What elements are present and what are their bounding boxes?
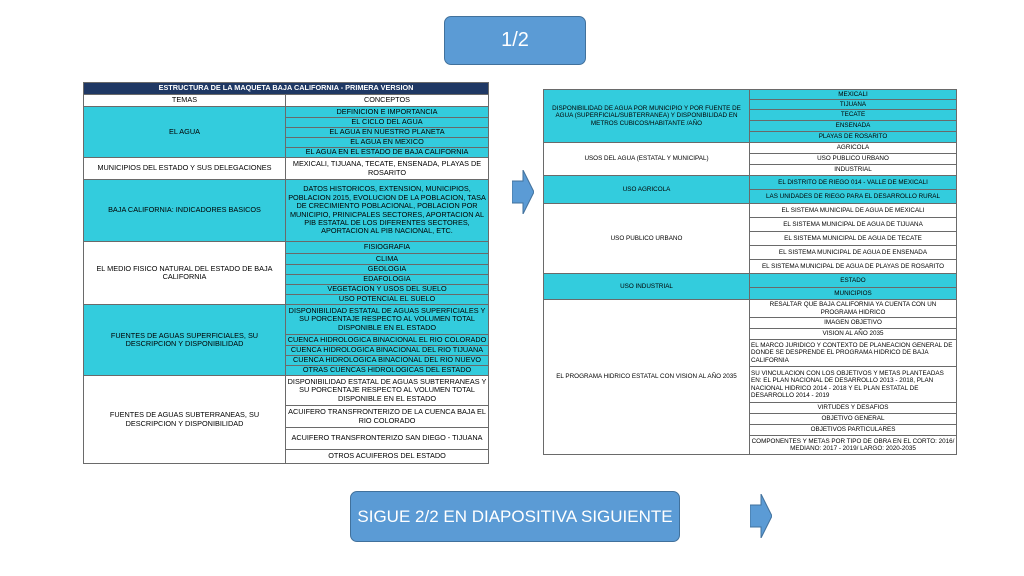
concepto-cell: CLIMA — [286, 254, 489, 265]
concepto-cell: OBJETIVOS PARTICULARES — [750, 425, 957, 436]
tema-cell: USO AGRICOLA — [544, 176, 750, 204]
tema-cell: FUENTES DE AGUAS SUBTERRANEAS, SU DESCRIPCION Y DISPONIBILIDAD — [84, 376, 286, 464]
concepto-cell: AGRICOLA — [750, 143, 957, 154]
concepto-cell: OBJETIVO GENERAL — [750, 414, 957, 425]
concepto-cell: FISIOGRAFIA — [286, 242, 489, 254]
concepto-cell: MEXICALI — [750, 90, 957, 100]
concepto-cell: DATOS HISTORICOS, EXTENSION, MUNICIPIOS, POBLACION 2015, EVOLUCION DE LA POBLACION, TASA DE CRECIMIENTO POBLACIONAL, POBLACION POR MUNICIPIO, PRINICPALES SECTORES, APORTACION AL PIB ESTATAL DE LOS DIFERENTES SECTORES, APORTACION AL PIB NACIONAL, ETC. — [286, 180, 489, 242]
table-title: ESTRUCTURA DE LA MAQUETA BAJA CALIFORNIA - PRIMERA VERSION — [84, 83, 489, 95]
concepto-cell: EL SISTEMA MUNICIPAL DE AGUA DE TECATE — [750, 232, 957, 246]
concepto-cell: EL MARCO JURIDICO Y CONTEXTO DE PLANEACION GENERAL DE DONDE SE DESPRENDE EL PROGRAMA HIDRICO DE BAJA CALIFORNIA — [750, 340, 957, 367]
concepto-cell: CUENCA HIDROLOGICA BINACIONAL DEL RIO TIJUANA — [286, 346, 489, 356]
concepto-cell: TIJUANA — [750, 100, 957, 110]
next-slide-banner: SIGUE 2/2 EN DIAPOSITIVA SIGUIENTE — [350, 491, 680, 542]
concepto-cell: INDUSTRIAL — [750, 165, 957, 176]
tema-cell: DISPONIBILIDAD DE AGUA POR MUNICIPIO Y POR FUENTE DE AGUA (SUPERFICIAL/SUBTERRANEA) Y DISPONIBILIDAD EN METROS CUBICOS/HABITANTE /AÑO — [544, 90, 750, 143]
structure-table-left — [83, 82, 489, 464]
tema-cell: EL PROGRAMA HIDRICO ESTATAL CON VISION AL AÑO 2035 — [544, 300, 750, 455]
concepto-cell: EL DISTRITO DE RIEGO 014 - VALLE DE MEXICALI — [750, 176, 957, 190]
concepto-cell: EL SISTEMA MUNICIPAL DE AGUA DE MEXICALI — [750, 204, 957, 218]
page-indicator: 1/2 — [444, 16, 586, 65]
concepto-cell: COMPONENTES Y METAS POR TIPO DE OBRA EN EL CORTO: 2016/ MEDIANO: 2017 - 2019/ LARGO: 2020-2035 — [750, 436, 957, 455]
concepto-cell: ACUIFERO TRANSFRONTERIZO SAN DIEGO - TIJUANA — [286, 428, 489, 450]
concepto-cell: DISPONIBILIDAD ESTATAL DE AGUAS SUBTERRANEAS Y SU PORCENTAJE RESPECTO AL VOLUMEN TOTAL DISPONIBLE EN EL ESTADO — [286, 376, 489, 406]
tema-cell: USO PUBLICO URBANO — [544, 204, 750, 274]
col-header-temas: TEMAS — [84, 95, 286, 107]
concepto-cell: EL SISTEMA MUNICIPAL DE AGUA DE TIJUANA — [750, 218, 957, 232]
concepto-cell: DEFINICION E IMPORTANCIA — [286, 107, 489, 118]
concepto-cell: EL AGUA EN EL ESTADO DE BAJA CALIFORNIA — [286, 148, 489, 158]
tema-cell: USO INDUSTRIAL — [544, 274, 750, 300]
concepto-cell: EL SISTEMA MUNICIPAL DE AGUA DE PLAYAS DE ROSARITO — [750, 260, 957, 274]
concepto-cell: VEGETACION Y USOS DEL SUELO — [286, 285, 489, 295]
tema-cell: EL MEDIO FISICO NATURAL DEL ESTADO DE BAJA CALIFORNIA — [84, 242, 286, 305]
concepto-cell: GEOLOGIA — [286, 265, 489, 275]
concepto-cell: CUENCA HIDROLOGICA BINACIONAL EL RIO COLORADO — [286, 335, 489, 346]
concepto-cell: LAS UNIDADES DE RIEGO PARA EL DESARROLLO RURAL — [750, 190, 957, 204]
tema-cell: BAJA CALIFORNIA: INDICADORES BASICOS — [84, 180, 286, 242]
concepto-cell: ENSENADA — [750, 121, 957, 132]
concepto-cell: EL AGUA EN NUESTRO PLANETA — [286, 128, 489, 138]
concepto-cell: VISION AL AÑO 2035 — [750, 329, 957, 340]
concepto-cell: USO PUBLICO URBANO — [750, 154, 957, 165]
concepto-cell: IMAGEN OBJETIVO — [750, 318, 957, 329]
concepto-cell: OTRAS CUENCAS HIDROLOGICAS DEL ESTADO — [286, 366, 489, 376]
concepto-cell: ACUIFERO TRANSFRONTERIZO DE LA CUENCA BAJA EL RIO COLORADO — [286, 406, 489, 428]
tema-cell: USOS DEL AGUA (ESTATAL Y MUNICIPAL) — [544, 143, 750, 176]
concepto-cell: MUNICIPIOS — [750, 288, 957, 300]
concepto-cell: VIRTUDES Y DESAFIOS — [750, 403, 957, 414]
structure-table-right — [543, 89, 957, 455]
concepto-cell: USO POTENCIAL EL SUELO — [286, 295, 489, 305]
concepto-cell: ESTADO — [750, 274, 957, 288]
tema-cell: EL AGUA — [84, 107, 286, 158]
concepto-cell: EL CICLO DEL AGUA — [286, 118, 489, 128]
col-header-conceptos: CONCEPTOS — [286, 95, 489, 107]
concepto-cell: EL SISTEMA MUNICIPAL DE AGUA DE ENSENADA — [750, 246, 957, 260]
concepto-cell: DISPONIBILIDAD ESTATAL DE AGUAS SUPERFICIALES Y SU PORCENTAJE RESPECTO AL VOLUMEN TOTAL DISPONIBLE EN EL ESTADO — [286, 305, 489, 335]
concepto-cell: RESALTAR QUE BAJA CALIFORNIA YA CUENTA CON UN PROGRAMA HIDRICO — [750, 300, 957, 318]
concepto-cell: OTROS ACUIFEROS DEL ESTADO — [286, 450, 489, 464]
right-arrow-icon — [512, 170, 534, 214]
tema-cell: FUENTES DE AGUAS SUPERFICIALES, SU DESCRIPCION Y DISPONIBILIDAD — [84, 305, 286, 376]
tema-cell: MUNICIPIOS DEL ESTADO Y SUS DELEGACIONES — [84, 158, 286, 180]
concepto-cell: EDAFOLOGIA — [286, 275, 489, 285]
next-arrow-icon[interactable] — [750, 494, 772, 538]
concepto-cell: EL AGUA EN MEXICO — [286, 138, 489, 148]
concepto-cell: TECATE — [750, 110, 957, 121]
concepto-cell: PLAYAS DE ROSARITO — [750, 132, 957, 143]
concepto-cell: SU VINCULACION CON LOS OBJETIVOS Y METAS PLANTEADAS EN: EL PLAN NACIONAL DE DESARROLLO 2013 - 2018, PLAN NACIONAL HIDRICO 2014 - 2018 Y EL PLAN ESTATAL DE DESARROLLO 2014 - 2019 — [750, 367, 957, 403]
concepto-cell: MEXICALI, TIJUANA, TECATE, ENSENADA, PLAYAS DE ROSARITO — [286, 158, 489, 180]
concepto-cell: CUENCA HIDROLOGICA BINACIONAL DEL RIO NUEVO — [286, 356, 489, 366]
